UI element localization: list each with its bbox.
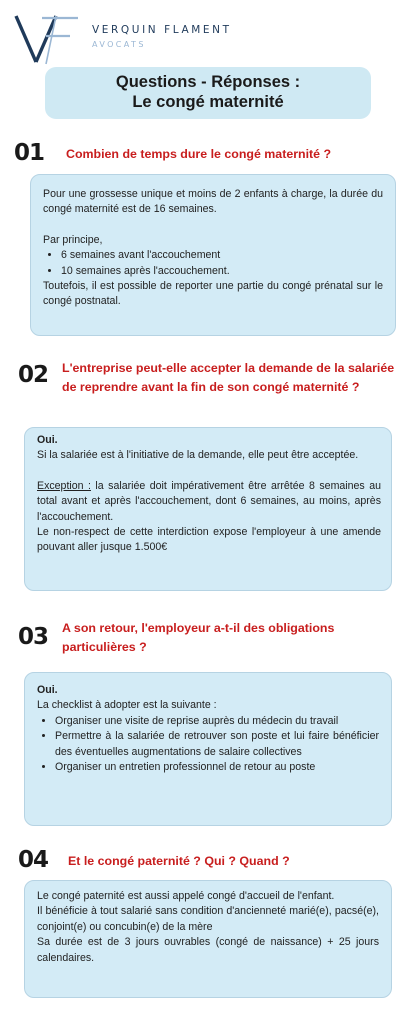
title-line-1: Questions - Réponses : [115,73,301,91]
firm-subtitle: AVOCATS [92,40,146,49]
section-number-04: 04 [18,847,49,873]
firm-name: VERQUIN FLAMENT [92,24,232,36]
firm-logo [12,10,232,66]
card-paragraph: Le congé paternité est aussi appelé congé d'accueil de l'enfant. [37,890,335,902]
section-number-03: 03 [18,624,49,650]
answer-card-04 [24,880,392,998]
card-paragraph: Toutefois, il est possible de reporter une partie du congé prénatal sur le congé postnatal. [43,280,383,308]
card-paragraph: Par principe, [43,233,103,246]
bullet-list [43,248,383,279]
title-line-2: Le congé maternité [132,93,284,111]
card-paragraph: Il bénéficie à tout salarié sans condition d'ancienneté marié(e), pacsé(e), conjoint(e) ou concubin(e) de la mère [37,905,379,933]
list-item: • Organiser un entretien professionnel de retour au poste [55,760,379,775]
list-item: • Organiser une visite de reprise auprès du médecin du travail [55,714,379,729]
list-item: • Permettre à la salariée de retrouver son poste et lui faire bénéficier des éventuelles augmentations de salaire collectives [55,729,379,760]
exception-label: Exception : [37,479,91,492]
section-question-01: Combien de temps dure le congé maternité ? [66,147,332,161]
answer-card-02 [24,427,392,591]
bullet-list [37,714,379,776]
card-paragraph: Si la salariée est à l'initiative de la demande, elle peut être acceptée. [37,449,359,462]
vf-monogram-icon [12,10,86,66]
section-number-02: 02 [18,362,49,388]
list-item: • 6 semaines avant l'accouchement [61,248,383,263]
card-paragraph [37,479,381,525]
card-paragraph: Le non-respect de cette interdiction expose l'employeur à une amende pouvant aller jusque 1.500€ [37,526,381,554]
section-question-03: A son retour, l'employeur a-t-il des obligations particulières ? [62,621,335,654]
exception-text: la salariée doit impérativement être arrêtée 8 semaines au total avant et après l'accouchement, dont 6 semaines, au moins, après l'accouchement. [37,479,381,523]
answer-label: Oui. [37,684,58,696]
card-paragraph: La checklist à adopter est la suivante : [37,699,217,712]
card-paragraph: Pour une grossesse unique et moins de 2 enfants à charge, la durée du congé maternité est de 16 semaines. [43,188,383,216]
section-number-01: 01 [14,140,45,166]
card-paragraph: Sa durée est de 3 jours ouvrables (congé de naissance) + 25 jours calendaires. [37,936,379,964]
section-question-02: L'entreprise peut-elle accepter la demande de la salariée de reprendre avant la fin de son congé maternité ? [62,361,395,394]
answer-label: Oui. [37,434,58,446]
section-question-04: Et le congé paternité ? Qui ? Quand ? [68,854,290,868]
list-item: • 10 semaines après l'accouchement. [61,264,383,279]
answer-card-01 [30,174,396,336]
page-title [45,67,371,119]
answer-card-03 [24,672,392,826]
